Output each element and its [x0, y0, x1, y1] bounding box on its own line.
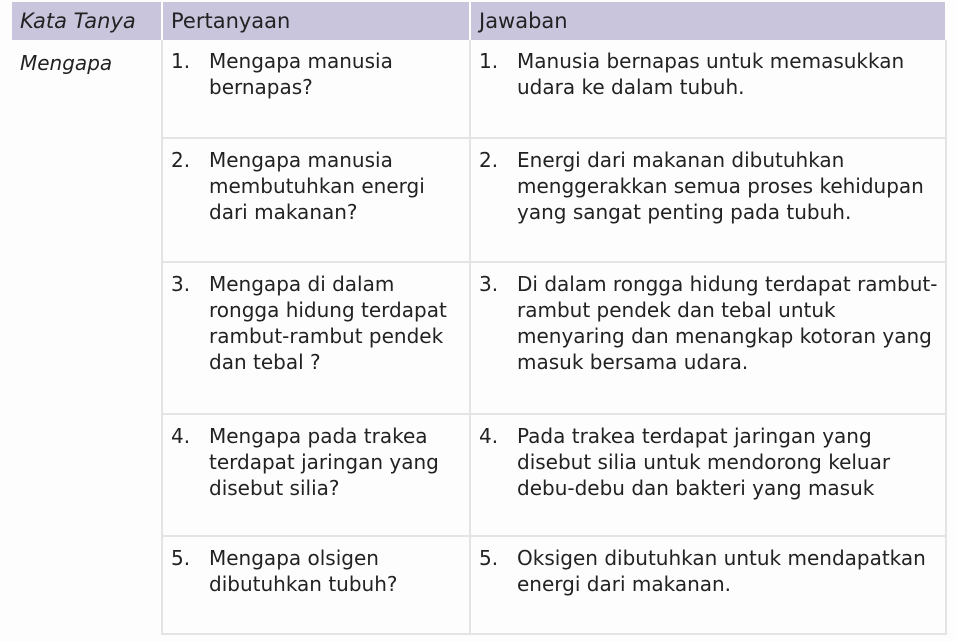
question-cell	[162, 414, 470, 536]
question-cell	[162, 536, 470, 634]
header-kata-tanya: Kata Tanya	[12, 2, 162, 40]
question-text: Mengapa di dalam rongga hidung terdapat rambut-rambut pendek dan tebal ?	[209, 272, 447, 374]
header-jawaban: Jawaban	[470, 2, 946, 40]
answer-cell	[470, 40, 946, 138]
question-number: 3.	[171, 272, 191, 296]
answer-number: 5.	[479, 546, 499, 570]
question-cell	[162, 138, 470, 262]
answer-text: Pada trakea terdapat jaringan yang disebut silia untuk mendorong keluar debu-debu dan bakteri yang masuk	[517, 424, 891, 500]
answer-number: 3.	[479, 272, 499, 296]
question-text: Mengapa manusia bernapas?	[209, 49, 393, 99]
kata-tanya-cell: Mengapa	[12, 40, 162, 634]
answer-cell	[470, 138, 946, 262]
answer-number: 4.	[479, 424, 499, 448]
table-row	[12, 40, 946, 138]
question-cell	[162, 40, 470, 138]
question-text: Mengapa manusia membutuhkan energi dari makanan?	[209, 148, 425, 224]
answer-text: Manusia bernapas untuk memasukkan udara ke dalam tubuh.	[517, 49, 905, 99]
header-row	[12, 2, 946, 40]
question-number: 4.	[171, 424, 191, 448]
answer-cell	[470, 536, 946, 634]
answer-cell	[470, 414, 946, 536]
answer-text: Oksigen dibutuhkan untuk mendapatkan energi dari makanan.	[517, 546, 926, 596]
question-number: 5.	[171, 546, 191, 570]
answer-cell	[470, 262, 946, 414]
question-number: 1.	[171, 49, 191, 73]
answer-number: 1.	[479, 49, 499, 73]
question-number: 2.	[171, 148, 191, 172]
answer-number: 2.	[479, 148, 499, 172]
question-text: Mengapa pada trakea terdapat jaringan yang disebut silia?	[209, 424, 439, 500]
question-text: Mengapa olsigen dibutuhkan tubuh?	[209, 546, 398, 596]
answer-text: Di dalam rongga hidung terdapat rambut-rambut pendek dan tebal untuk menyaring dan menangkap kotoran yang masuk bersama udara.	[517, 272, 938, 374]
question-cell	[162, 262, 470, 414]
answer-text: Energi dari makanan dibutuhkan menggerakkan semua proses kehidupan yang sangat penting pada tubuh.	[517, 148, 924, 224]
qa-table	[12, 2, 947, 635]
header-pertanyaan: Pertanyaan	[162, 2, 470, 40]
